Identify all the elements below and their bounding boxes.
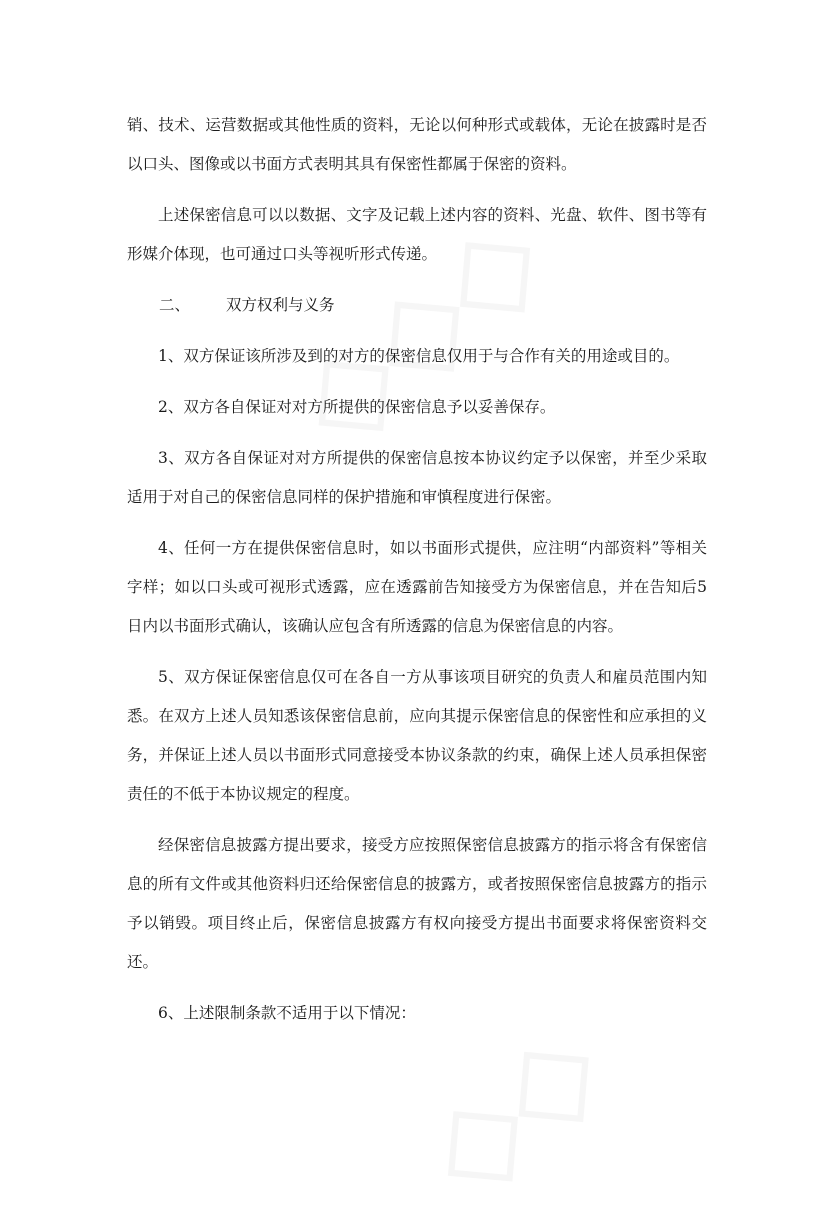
clause-3: 3、双方各自保证对对方所提供的保密信息按本协议约定予以保密，并至少采取适用于对自己的保密信息同样的保护措施和审慎程度进行保密。: [127, 449, 707, 506]
clause-1: 1、双方保证该所涉及到的对方的保密信息仅用于与合作有关的用途或目的。: [158, 347, 680, 365]
clause-5: 5、双方保证保密信息仅可在各自一方从事该项目研究的负责人和雇员范围内知悉。在双方上述人员知悉该保密信息前，应向其提示保密信息的保密性和应承担的义务，并保证上述人员以书面形式同意接受本协议条款的约束，确保上述人员承担保密责任的不低于本协议规定的程度。: [127, 668, 707, 803]
section-number: 二、: [159, 296, 191, 314]
paragraph: 销、技术、运营数据或其他性质的资料，无论以何种形式或载体，无论在披露时是否以口头、图像或以书面方式表明其具有保密性都属于保密的资料。: [127, 116, 707, 173]
section-heading: [127, 286, 707, 325]
clause-4: 4、任何一方在提供保密信息时，如以书面形式提供，应注明“内部资料”等相关字样；如以口头或可视形式透露，应在透露前告知接受方为保密信息，并在告知后5日内以书面形式确认，该确认应包含有所透露的信息为保密信息的内容。: [127, 539, 707, 635]
paragraph: 上述保密信息可以以数据、文字及记载上述内容的资料、光盘、软件、图书等有形媒介体现，也可通过口头等视听形式传递。: [127, 206, 707, 263]
clause-2: 2、双方各自保证对对方所提供的保密信息予以妥善保存。: [158, 398, 556, 416]
section-title: 双方权利与义务: [226, 296, 335, 314]
clause-5-continued: 经保密信息披露方提出要求，接受方应按照保密信息披露方的指示将含有保密信息的所有文件或其他资料归还给保密信息的披露方，或者按照保密信息披露方的指示予以销毁。项目终止后，保密信息披露方有权向接受方提出书面要求将保密资料交还。: [127, 836, 707, 971]
document-body: [127, 106, 707, 1033]
clause-6: 6、上述限制条款不适用于以下情况：: [158, 1004, 416, 1022]
